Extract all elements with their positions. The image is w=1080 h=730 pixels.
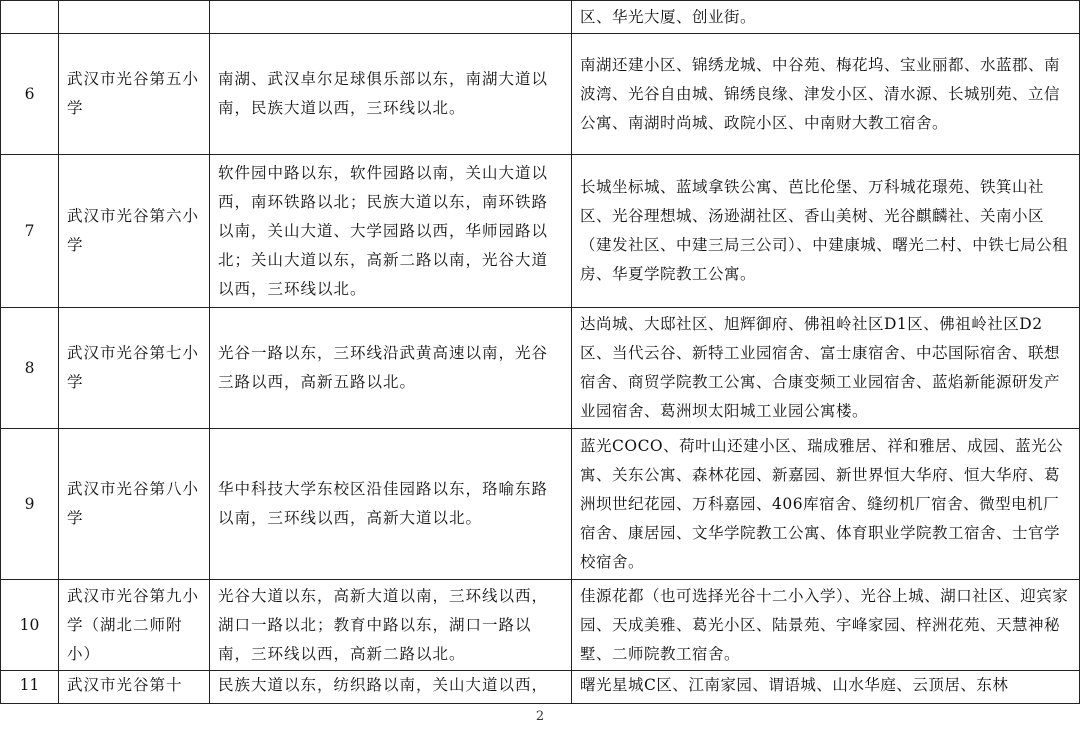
table-row (1, 308, 1080, 429)
residential-estates: 区、华光大厦、创业街。 (572, 1, 1080, 34)
table-row (1, 671, 1080, 704)
district-area: 南湖、武汉卓尔足球俱乐部以东，南湖大道以南，民族大道以西，三环线以北。 (210, 34, 572, 155)
residential-estates: 达尚城、大邸社区、旭辉御府、佛祖岭社区D1区、佛祖岭社区D2区、当代云谷、新特工业园宿舍、富士康宿舍、中芯国际宿舍、联想宿舍、商贸学院教工公寓、合康变频工业园宿舍、蓝焰新能源研发产业园宿舍、葛洲坝太阳城工业园公寓楼。 (572, 308, 1080, 429)
district-area: 民族大道以东，纺织路以南，关山大道以西， (210, 671, 572, 704)
district-area: 光谷大道以东，高新大道以南，三环线以西，湖口一路以北；教育中路以东，湖口一路以南，三环线以西，高新二路以北。 (210, 580, 572, 671)
row-number: 11 (1, 671, 59, 704)
row-number (1, 1, 59, 34)
residential-estates: 佳源花都（也可选择光谷十二小入学）、光谷上城、湖口社区、迎宾家园、天成美雅、葛光小区、陆景苑、宇峰家园、梓洲花苑、天慧神秘墅、二师院教工宿舍。 (572, 580, 1080, 671)
residential-estates: 南湖还建小区、锦绣龙城、中谷苑、梅花坞、宝业丽都、水蓝郡、南波湾、光谷自由城、锦绣良缘、津发小区、清水源、长城别苑、立信公寓、南湖时尚城、政院小区、中南财大教工宿舍。 (572, 34, 1080, 155)
school-name: 武汉市光谷第八小学 (59, 429, 210, 580)
table-row (1, 429, 1080, 580)
school-name: 武汉市光谷第九小学（湖北二师附小） (59, 580, 210, 671)
table-row (1, 1, 1080, 34)
district-area: 华中科技大学东校区沿佳园路以东，珞喻东路以南，三环线以西，高新大道以北。 (210, 429, 572, 580)
school-name: 武汉市光谷第七小学 (59, 308, 210, 429)
row-number: 6 (1, 34, 59, 155)
table-row (1, 34, 1080, 155)
school-name: 武汉市光谷第六小学 (59, 155, 210, 308)
row-number: 9 (1, 429, 59, 580)
page-number: 2 (535, 709, 545, 724)
school-name: 武汉市光谷第五小学 (59, 34, 210, 155)
row-number: 7 (1, 155, 59, 308)
district-area (210, 1, 572, 34)
table-row (1, 580, 1080, 671)
district-area: 软件园中路以东，软件园路以南，关山大道以西，南环铁路以北；民族大道以东，南环铁路以南，关山大道、大学园路以西，华师园路以北；关山大道以东，高新二路以南，光谷大道以西，三环线以北。 (210, 155, 572, 308)
row-number: 8 (1, 308, 59, 429)
residential-estates: 曙光星城C区、江南家园、谓语城、山水华庭、云顶居、东林 (572, 671, 1080, 704)
residential-estates: 长城坐标城、蓝域拿铁公寓、芭比伦堡、万科城花璟苑、铁箕山社区、光谷理想城、汤逊湖社区、香山美树、光谷麒麟社、关南小区（建发社区、中建三局三公司）、中建康城、曙光二村、中铁七局公租房、华夏学院教工公寓。 (572, 155, 1080, 308)
school-name (59, 1, 210, 34)
district-area: 光谷一路以东，三环线沿武黄高速以南，光谷三路以西，高新五路以北。 (210, 308, 572, 429)
table-row (1, 155, 1080, 308)
row-number: 10 (1, 580, 59, 671)
residential-estates: 蓝光COCO、荷叶山还建小区、瑞成雅居、祥和雅居、成园、蓝光公寓、关东公寓、森林花园、新嘉园、新世界恒大华府、恒大华府、葛洲坝世纪花园、万科嘉园、406库宿舍、缝纫机厂宿舍、微型电机厂宿舍、康居园、文华学院教工公寓、体育职业学院教工宿舍、士官学校宿舍。 (572, 429, 1080, 580)
school-name: 武汉市光谷第十 (59, 671, 210, 704)
